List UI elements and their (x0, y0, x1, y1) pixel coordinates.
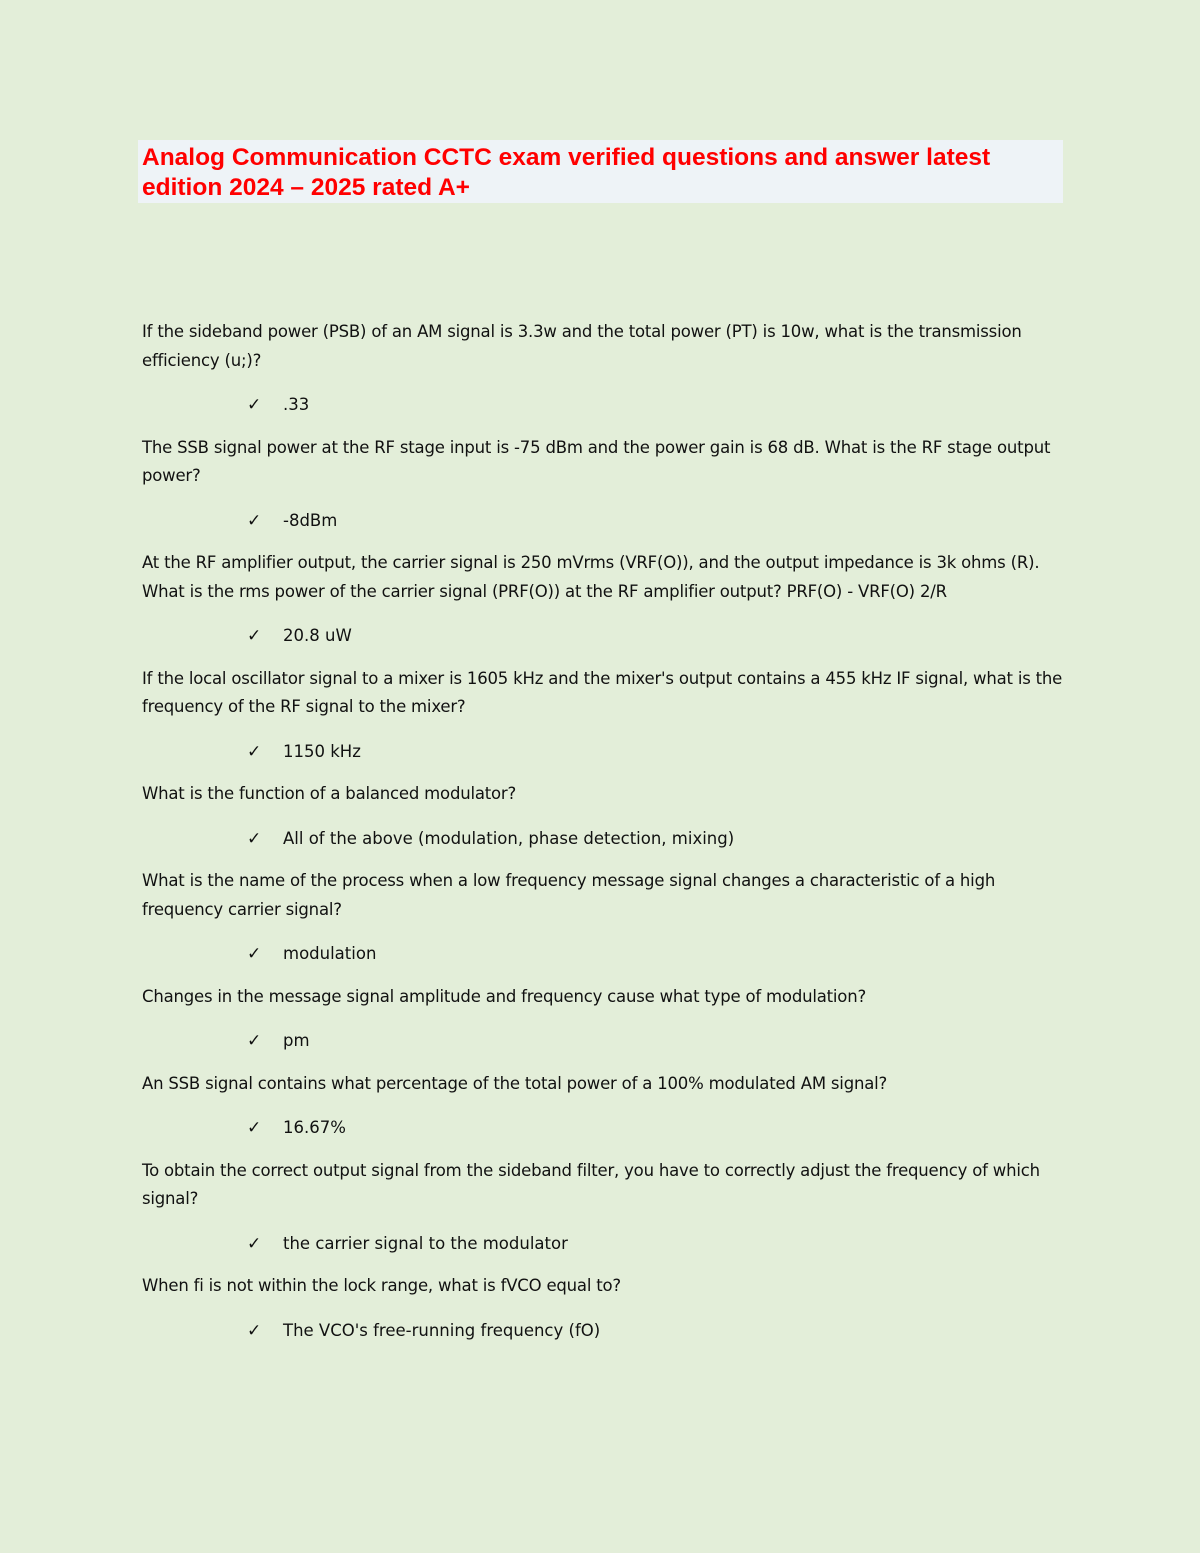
answer-line (247, 1230, 1072, 1259)
answer-text: modulation (283, 944, 377, 963)
question-text: The SSB signal power at the RF stage input is -75 dBm and the power gain is 68 dB. What is the RF stage output power? (142, 437, 1051, 485)
answer-text: 20.8 uW (283, 626, 352, 645)
question-text: When fi is not within the lock range, what is fVCO equal to? (142, 1276, 621, 1295)
answer-line (247, 1317, 1072, 1346)
qa-item (142, 1272, 1072, 1345)
answer-text: the carrier signal to the modulator (283, 1233, 568, 1253)
checkmark-icon: ✓ (247, 944, 262, 964)
checkmark-icon: ✓ (247, 395, 262, 415)
answer-line (247, 507, 1072, 536)
answer-line (247, 622, 1072, 651)
question-text: Changes in the message signal amplitude and frequency cause what type of modulation? (142, 986, 867, 1006)
qa-item (142, 867, 1072, 969)
answer-text: .33 (283, 395, 310, 414)
answer-text: All of the above (modulation, phase detection, mixing) (283, 828, 735, 848)
answer-line (247, 738, 1072, 767)
answer-line (247, 825, 1072, 854)
question-text: If the sideband power (PSB) of an AM signal is 3.3w and the total power (PT) is 10w, what is the transmission efficiency (u;)? (142, 322, 1022, 370)
answer-line (247, 940, 1072, 969)
answer-line (247, 1114, 1072, 1143)
checkmark-icon: ✓ (247, 741, 262, 762)
document-title: Analog Communication CCTC exam verified questions and answer latest edition 2024 – 2025 rated A+ (142, 144, 991, 201)
answer-text: 16.67% (283, 1118, 346, 1137)
qa-item (142, 434, 1072, 536)
qa-list (142, 318, 1072, 1359)
question-text: At the RF amplifier output, the carrier signal is 250 mVrms (VRF(O)), and the output impedance is 3k ohms (R). What is the rms power of the carrier signal (PRF(O)) at the RF amplifier output? PRF(O) - VRF(O) 2/R (142, 553, 1040, 601)
checkmark-icon: ✓ (247, 1233, 262, 1254)
answer-text: -8dBm (283, 510, 338, 530)
answer-line (247, 1027, 1072, 1056)
question-text: What is the name of the process when a low frequency message signal changes a characteristic of a high frequency carrier signal? (142, 871, 996, 919)
checkmark-icon: ✓ (247, 510, 262, 531)
qa-item (142, 549, 1072, 651)
checkmark-icon: ✓ (247, 1118, 262, 1138)
question-text: If the local oscillator signal to a mixer is 1605 kHz and the mixer's output contains a 455 kHz IF signal, what is the frequency of the RF signal to the mixer? (142, 668, 1063, 716)
qa-item (142, 1070, 1072, 1143)
answer-line (247, 391, 1072, 420)
qa-item (142, 983, 1072, 1056)
answer-text: The VCO's free-running frequency (fO) (283, 1320, 601, 1340)
qa-item (142, 1157, 1072, 1259)
title-banner (138, 140, 1063, 203)
question-text: What is the function of a balanced modulator? (142, 784, 517, 803)
answer-text: 1150 kHz (283, 741, 361, 761)
checkmark-icon: ✓ (247, 626, 262, 646)
qa-item (142, 665, 1072, 767)
question-text: To obtain the correct output signal from the sideband filter, you have to correctly adjust the frequency of which signal? (142, 1160, 1040, 1208)
checkmark-icon: ✓ (247, 828, 262, 849)
qa-item (142, 780, 1072, 853)
answer-text: pm (283, 1031, 310, 1050)
checkmark-icon: ✓ (247, 1031, 262, 1051)
question-text: An SSB signal contains what percentage of the total power of a 100% modulated AM signal? (142, 1073, 888, 1093)
qa-item (142, 318, 1072, 420)
checkmark-icon: ✓ (247, 1320, 262, 1341)
